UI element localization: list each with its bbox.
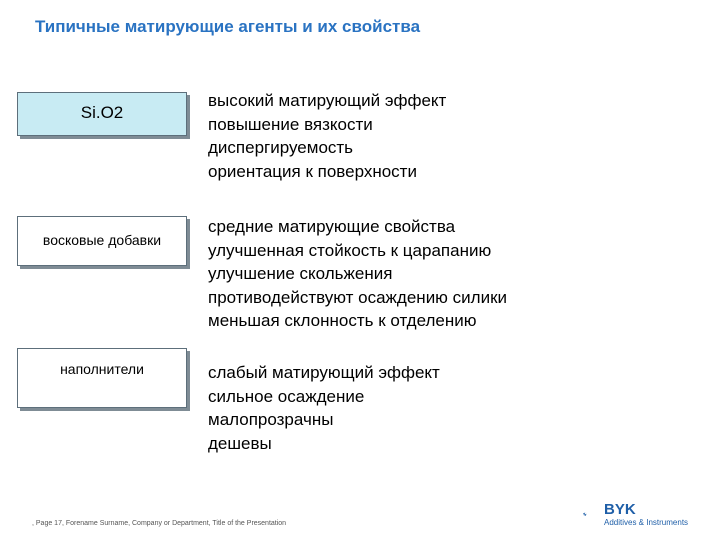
property-item: слабый матирующий эффект: [208, 363, 440, 382]
logo-tagline: Additives & Instruments: [604, 518, 689, 527]
property-item: противодействуют осаждению силики: [208, 287, 508, 307]
agent-box-sio2: Si.O2: [17, 92, 187, 136]
agent-properties-sio2: [208, 89, 446, 183]
agent-properties-wax: [208, 215, 507, 333]
byk-logo-icon: [583, 504, 603, 526]
property-item: малопрозрачны: [208, 410, 334, 429]
property-item: повышение вязкости: [208, 114, 373, 134]
agent-properties-fillers: [208, 361, 440, 455]
property-item: сильное осаждение: [208, 386, 365, 406]
property-item: улучшение скольжения: [208, 264, 393, 283]
logo-name: BYK: [604, 501, 636, 518]
footer-text: , Page 17, Forename Surname, Company or Department, Title of the Presentation: [32, 520, 287, 527]
agent-box-wax: восковые добавки: [17, 216, 187, 266]
byk-logo: [604, 502, 688, 528]
slide-title: Типичные матирующие агенты и их свойства: [35, 17, 421, 36]
agent-box-fillers: наполнители: [17, 348, 187, 408]
property-item: средние матирующие свойства: [208, 217, 456, 236]
property-item: высокий матирующий эффект: [208, 91, 447, 110]
property-item: меньшая склонность к отделению: [208, 311, 477, 330]
property-item: диспергируемость: [208, 138, 354, 157]
property-item: улучшенная стойкость к царапанию: [208, 240, 492, 260]
property-item: дешевы: [208, 433, 272, 453]
property-item: ориентация к поверхности: [208, 161, 417, 181]
